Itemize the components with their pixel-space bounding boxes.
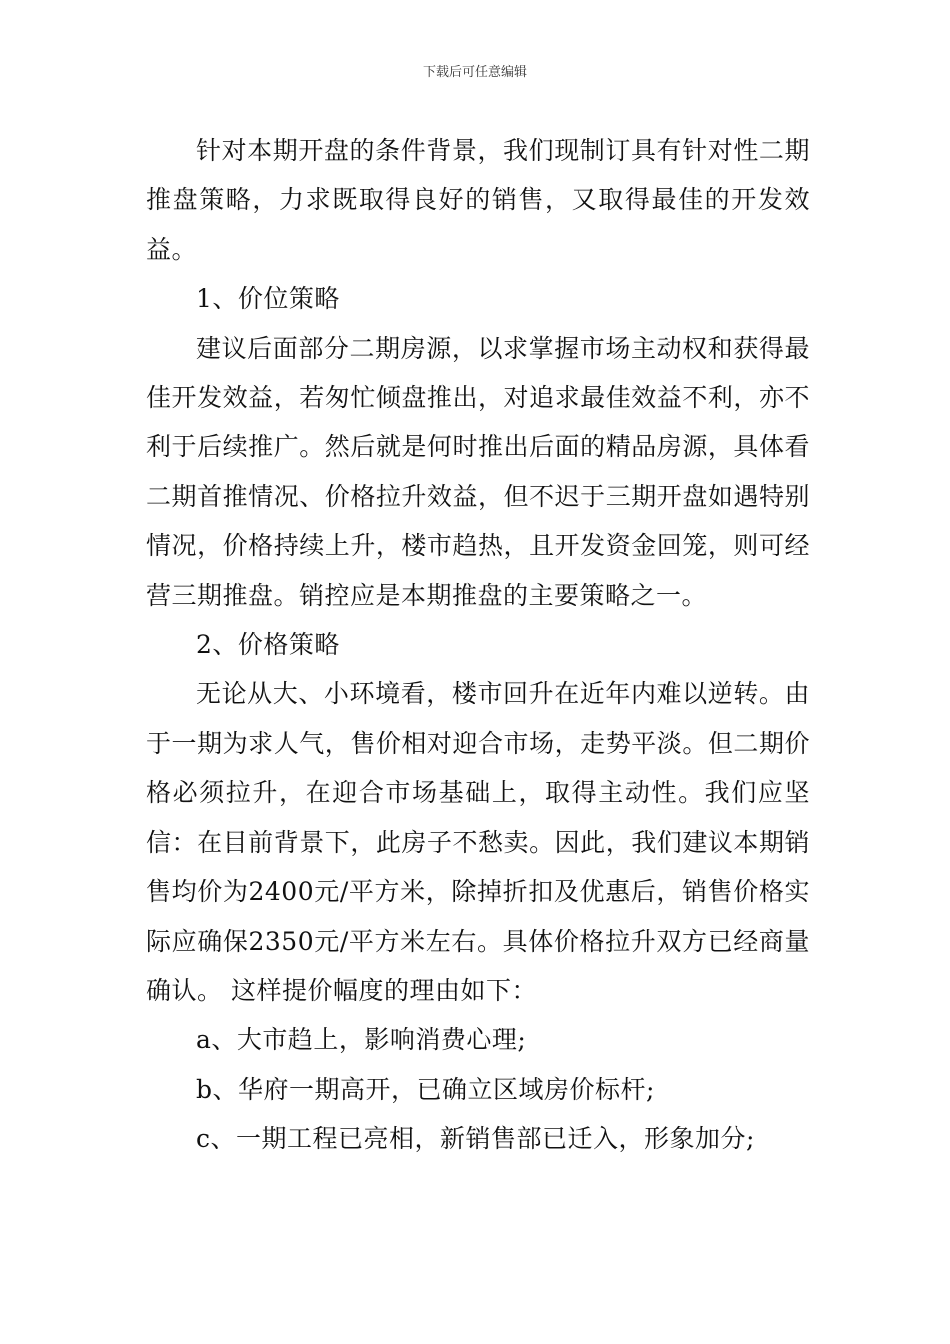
intro-paragraph: 针对本期开盘的条件背景，我们现制订具有针对性二期推盘策略，力求既取得良好的销售，又取得最佳的开发效益。 — [146, 136, 810, 264]
document-body — [146, 126, 810, 1164]
reason-item-b: b、华府一期高开，已确立区域房价标杆; — [196, 1074, 655, 1104]
price-strategy-paragraph: 无论从大、小环境看，楼市回升在近年内难以逆转。由于一期为求人气，售价相对迎合市场，走势平淡。但二期价格必须拉升，在迎合市场基础上，取得主动性。我们应坚信：在目前背景下，此房子不愁卖。因此，我们建议本期销售均价为2400元/平方米，除掉折扣及优惠后，销售价格实际应确保2350元/平方米左右。具体价格拉升双方已经商量确认。 这样提价幅度的理由如下： — [146, 679, 810, 1005]
section-heading-price-position: 1、价位策略 — [196, 284, 340, 314]
section-heading-price-strategy: 2、价格策略 — [196, 630, 340, 660]
page-header-note: 下载后可任意编辑 — [422, 65, 527, 80]
reason-item-a: a、大市趋上，影响消费心理; — [196, 1025, 527, 1055]
reason-item-c: c、一期工程已亮相，新销售部已迁入，形象加分; — [196, 1124, 755, 1154]
price-position-paragraph: 建议后面部分二期房源，以求掌握市场主动权和获得最佳开发效益，若匆忙倾盘推出，对追求最佳效益不利，亦不利于后续推广。然后就是何时推出后面的精品房源，具体看二期首推情况、价格拉升效益，但不迟于三期开盘如遇特别情况，价格持续上升，楼市趋热，且开发资金回笼，则可经营三期推盘。销控应是本期推盘的主要策略之一。 — [146, 333, 810, 610]
